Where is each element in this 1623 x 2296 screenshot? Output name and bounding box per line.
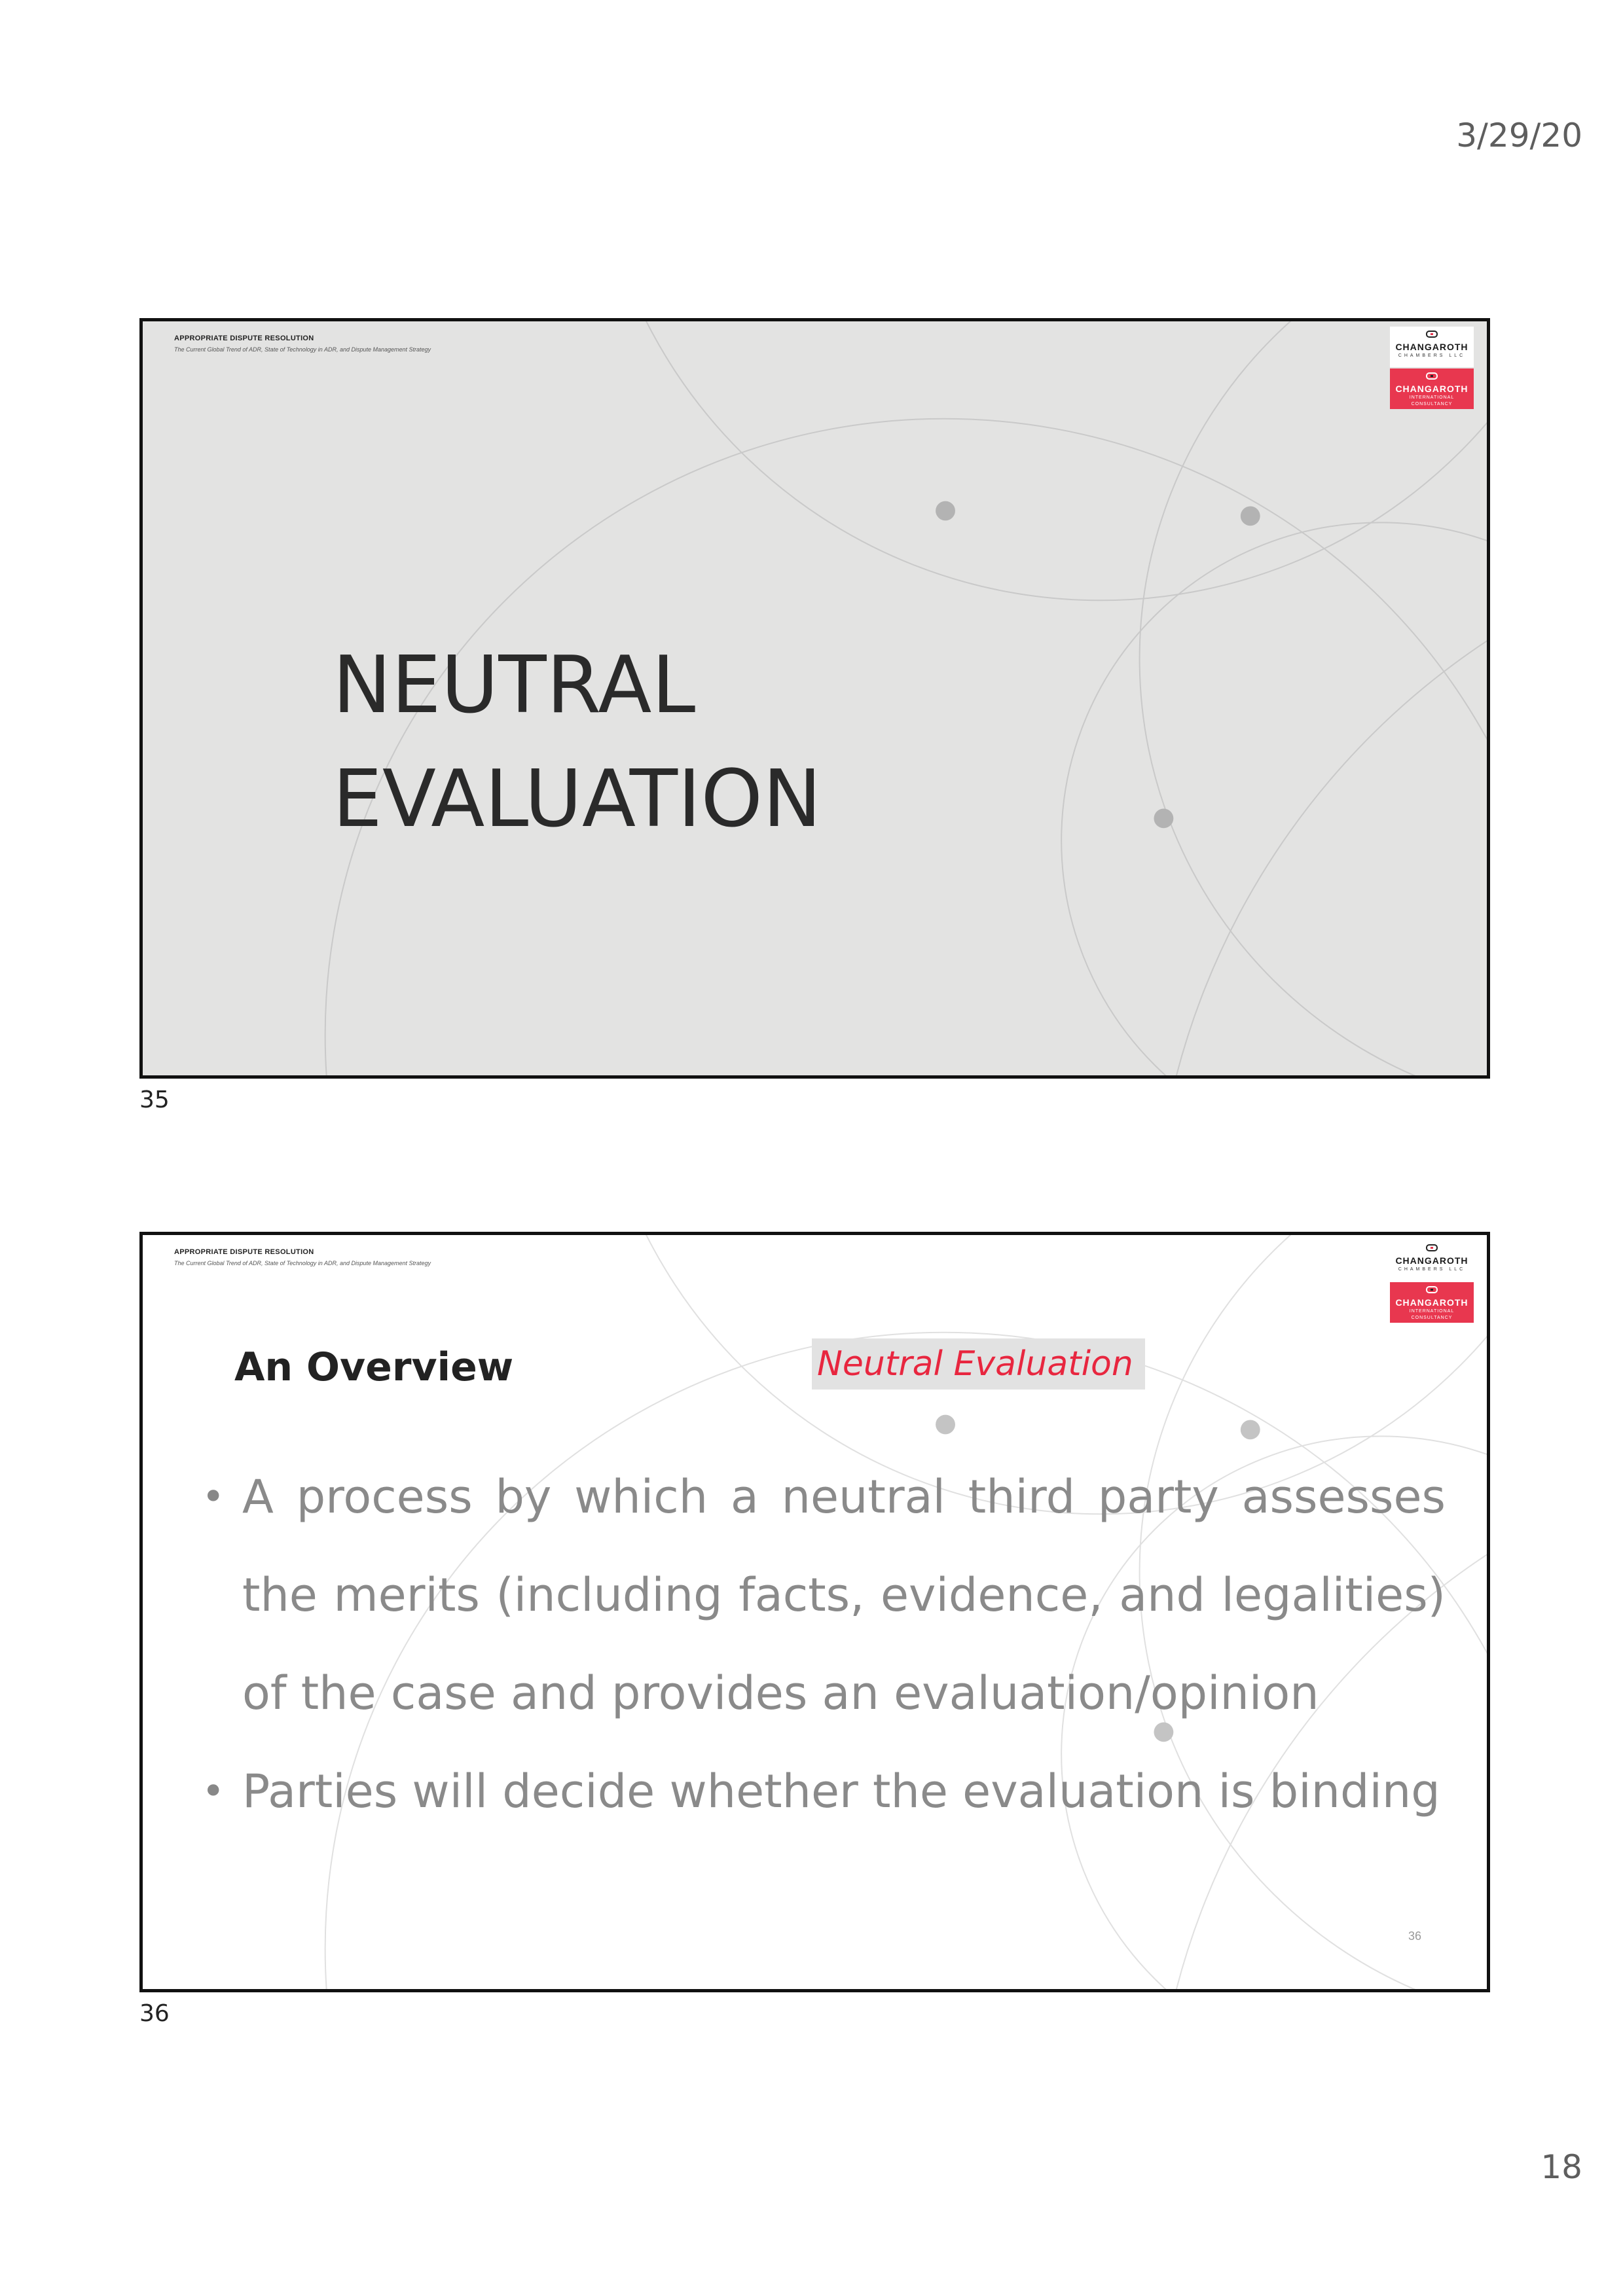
- logo-top-name: CHANGAROTH: [1395, 342, 1468, 352]
- logo-bottom-sub: INTERNATIONAL CONSULTANCY: [1409, 1309, 1455, 1320]
- slide-header-title: APPROPRIATE DISPUTE RESOLUTION: [174, 1248, 314, 1256]
- slide-header-subtitle: The Current Global Trend of ADR, State of Technology in ADR, and Dispute Management Strategy: [174, 1260, 431, 1266]
- logo-consultancy: [1390, 1282, 1474, 1323]
- page-number: 18: [1541, 2148, 1582, 2186]
- slide-heading: An Overview: [234, 1344, 514, 1390]
- bullet-item: [202, 1742, 1446, 1840]
- logo-chambers: [1390, 1240, 1474, 1281]
- logo-mark-icon: [1426, 331, 1438, 338]
- slide-36: [139, 1232, 1490, 1992]
- slide-number-36: 36: [139, 2000, 170, 2027]
- deco-dot: [936, 501, 955, 521]
- topic-tag: Neutral Evaluation: [812, 1338, 1145, 1390]
- slide-footer-number: 36: [1408, 1929, 1421, 1943]
- slide-header-subtitle: The Current Global Trend of ADR, State of Technology in ADR, and Dispute Management Strategy: [174, 346, 431, 353]
- bullet-text: A process by which a neutral third party assesses the merits (including facts, evidence, and legalities) of the case and provides an evaluation/opinion: [242, 1470, 1446, 1720]
- changaroth-logo: [1390, 327, 1474, 409]
- logo-mark-icon: [1426, 1244, 1438, 1251]
- slide-title: [333, 629, 822, 857]
- logo-chambers: [1390, 327, 1474, 367]
- deco-dot: [1241, 1420, 1260, 1440]
- slide-title-line-2: EVALUATION: [333, 754, 822, 845]
- changaroth-logo: [1390, 1240, 1474, 1323]
- logo-bottom-name: CHANGAROTH: [1395, 1297, 1468, 1308]
- bullet-text: Parties will decide whether the evaluation is binding: [242, 1765, 1440, 1818]
- logo-bottom-sub: INTERNATIONAL CONSULTANCY: [1409, 395, 1455, 406]
- logo-top-sub: CHAMBERS LLC: [1398, 353, 1466, 358]
- bullet-list: [202, 1448, 1446, 1840]
- slide-35: [139, 318, 1490, 1079]
- deco-dot: [936, 1415, 955, 1435]
- logo-mark-icon: [1426, 1286, 1438, 1293]
- deco-dot: [1241, 507, 1260, 526]
- bullet-dot-icon: •: [202, 1474, 225, 1520]
- logo-consultancy: [1390, 368, 1474, 409]
- logo-top-sub: CHAMBERS LLC: [1398, 1267, 1466, 1272]
- slide-title-line-1: NEUTRAL: [333, 640, 696, 731]
- bullet-dot-icon: •: [202, 1768, 225, 1814]
- deco-dot: [1154, 809, 1173, 829]
- logo-bottom-name: CHANGAROTH: [1395, 384, 1468, 394]
- slide-header-title: APPROPRIATE DISPUTE RESOLUTION: [174, 334, 314, 342]
- page-date: 3/29/20: [1456, 117, 1582, 154]
- bullet-item: [202, 1448, 1446, 1742]
- logo-top-name: CHANGAROTH: [1395, 1255, 1468, 1266]
- logo-mark-icon: [1426, 372, 1438, 380]
- slide-number-35: 35: [139, 1086, 170, 1113]
